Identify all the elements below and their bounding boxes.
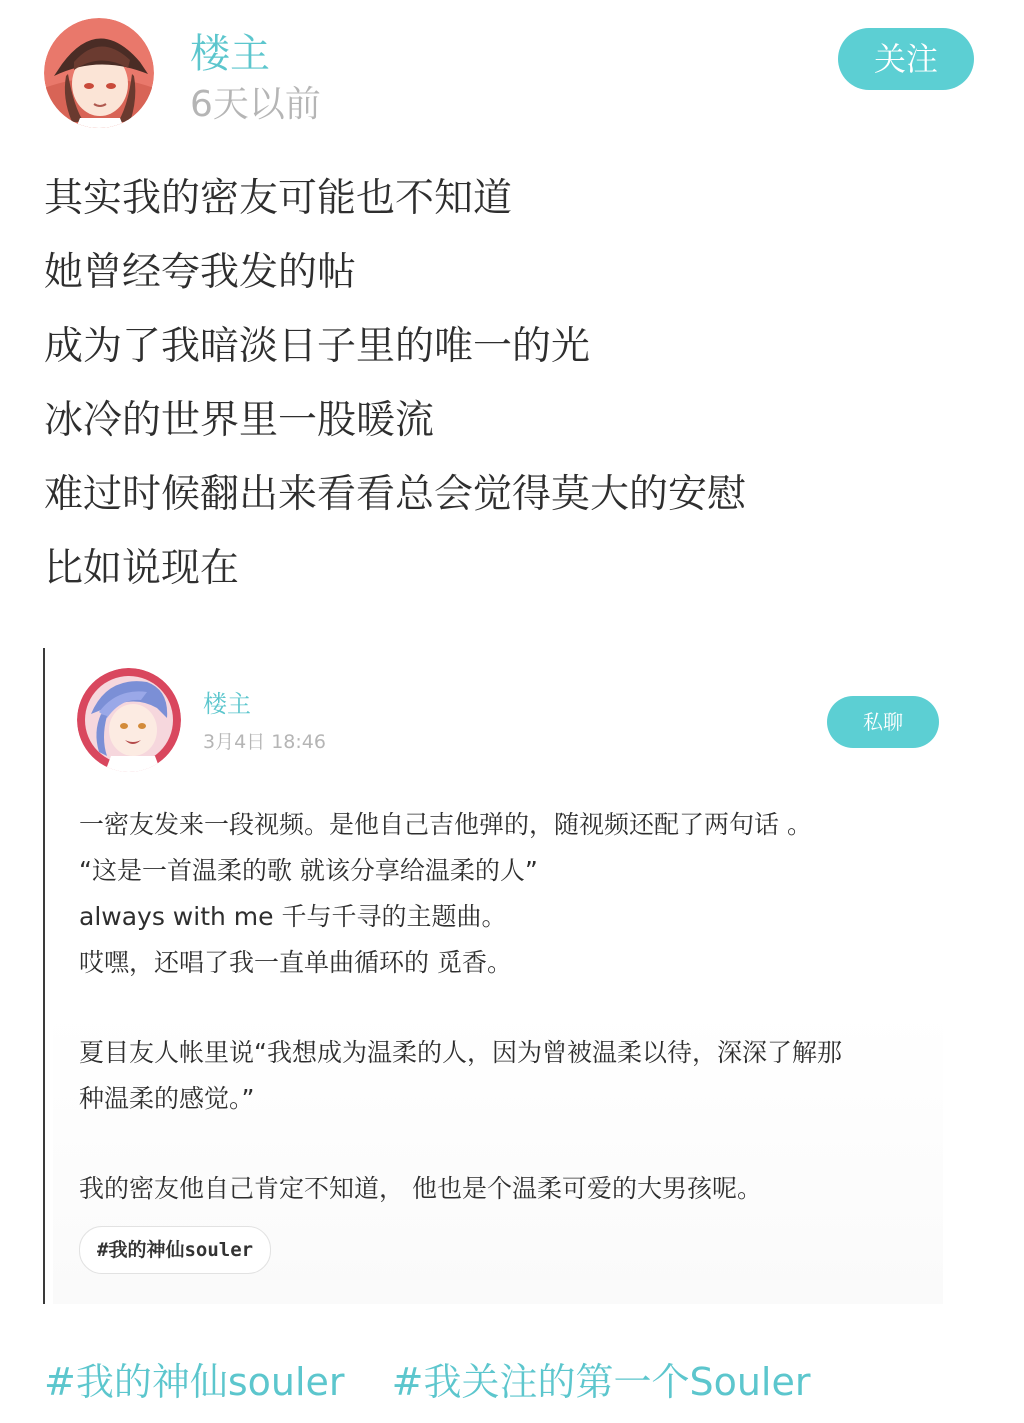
post-header [44, 18, 974, 130]
post-text-line: 难过时候翻出来看看总会觉得莫大的安慰 [44, 472, 747, 517]
quoted-text-line: 种温柔的感觉。” [79, 1084, 255, 1113]
paragraph-gap [79, 1122, 939, 1166]
author-name[interactable]: 楼主 [190, 31, 270, 77]
quoted-text-line: “这是一首温柔的歌 就该分享给温柔的人” [79, 856, 538, 885]
follow-button[interactable]: 关注 [838, 28, 974, 90]
quoted-text-line: 哎嘿，还唱了我一直单曲循环的 觅香。 [79, 948, 512, 977]
quoted-post-body [79, 802, 939, 1212]
quoted-author-name[interactable]: 楼主 [203, 690, 251, 718]
quoted-post[interactable] [43, 648, 945, 1304]
post-text-line: 冰冷的世界里一股暖流 [44, 398, 435, 443]
post-text-line: 她曾经夸我发的帖 [44, 250, 357, 295]
quoted-post-card [53, 648, 943, 1304]
post-text-line: 其实我的密友可能也不知道 [44, 176, 513, 221]
author-avatar[interactable] [44, 18, 154, 128]
avatar-hat-character-icon [44, 18, 154, 128]
post-text-line: 成为了我暗淡日子里的唯一的光 [44, 324, 591, 369]
avatar-blue-hair-character-icon [77, 668, 181, 772]
topic-tags [44, 1354, 810, 1410]
quoted-post-time: 3月4日 18:46 [203, 731, 326, 753]
topic-tag[interactable]: #我的神仙souler [44, 1360, 345, 1404]
quoted-author-avatar[interactable] [77, 668, 181, 772]
private-chat-button[interactable]: 私聊 [827, 696, 939, 748]
quoted-text-line: 夏目友人帐里说“我想成为温柔的人，因为曾被温柔以待，深深了解那 [79, 1038, 842, 1067]
paragraph-gap [79, 986, 939, 1030]
quoted-text-line: 一密友发来一段视频。是他自己吉他弹的，随视频还配了两句话 。 [79, 810, 812, 839]
post-text-line: 比如说现在 [44, 546, 240, 591]
quoted-topic-tag[interactable]: #我的神仙souler [79, 1226, 271, 1274]
quoted-text-line: 我的密友他自己肯定不知道， 他也是个温柔可爱的大男孩呢。 [79, 1174, 762, 1203]
quoted-text-line: always with me 千与千寻的主题曲。 [79, 902, 507, 931]
post-time: 6天以前 [190, 84, 321, 125]
post-body [44, 162, 984, 606]
topic-tag[interactable]: #我关注的第一个Souler [391, 1360, 811, 1404]
